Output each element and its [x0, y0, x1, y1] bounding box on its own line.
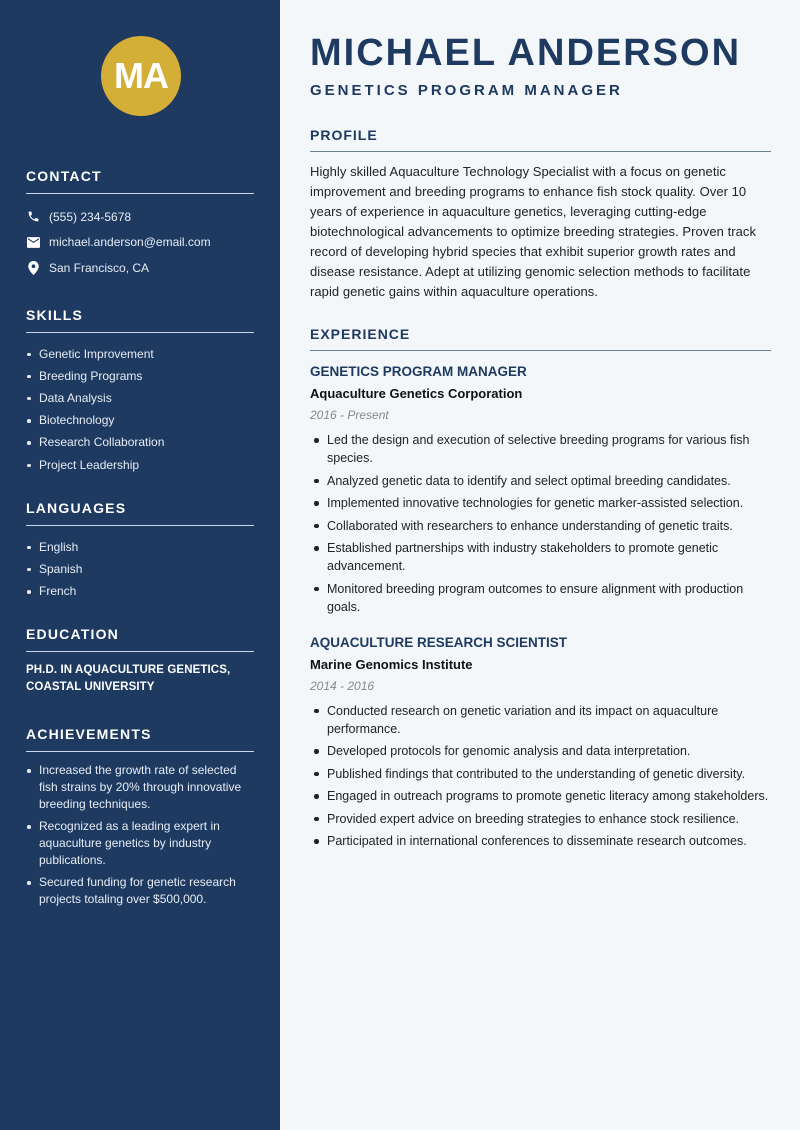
avatar: [101, 36, 181, 116]
languages-section: [26, 500, 254, 603]
job-bullet: Monitored breeding program outcomes to ensure alignment with production goals.: [310, 580, 771, 616]
contact-location: [26, 255, 254, 281]
language-item: French: [26, 580, 254, 602]
job-bullet: Provided expert advice on breeding strategies to enhance stock resilience.: [310, 810, 771, 828]
job-entry: [310, 632, 771, 851]
job-bullet: Led the design and execution of selective breeding programs for various fish species.: [310, 431, 771, 467]
job-role: AQUACULTURE RESEARCH SCIENTIST: [310, 634, 568, 650]
profile-section: [310, 127, 771, 302]
experience-heading: EXPERIENCE: [310, 326, 771, 351]
candidate-name: MICHAEL ANDERSON: [310, 32, 742, 74]
sidebar: [0, 0, 280, 1130]
contact-phone: [26, 204, 254, 230]
achievement-item: Increased the growth rate of selected fish strains by 20% through innovative breeding techniques.: [26, 762, 254, 813]
languages-heading: LANGUAGES: [26, 500, 254, 526]
job-bullet: Developed protocols for genomic analysis and data interpretation.: [310, 742, 771, 760]
job-bullet: Analyzed genetic data to identify and select optimal breeding candidates.: [310, 472, 771, 490]
education-heading: EDUCATION: [26, 626, 254, 652]
job-entry: [310, 361, 771, 616]
skill-item: Biotechnology: [26, 409, 254, 431]
job-bullet: Collaborated with researchers to enhance understanding of genetic traits.: [310, 517, 771, 535]
contact-email: [26, 230, 254, 256]
job-role: GENETICS PROGRAM MANAGER: [310, 364, 527, 379]
skills-list: [26, 343, 254, 476]
language-item: English: [26, 536, 254, 558]
skill-item: Project Leadership: [26, 454, 254, 476]
skill-item: Genetic Improvement: [26, 343, 254, 365]
contact-heading: CONTACT: [26, 168, 254, 194]
location-text: San Francisco, CA: [49, 260, 150, 275]
phone-icon: [26, 210, 40, 224]
job-bullet: Established partnerships with industry stakeholders to promote genetic advancement.: [310, 539, 771, 575]
skill-item: Breeding Programs: [26, 365, 254, 387]
job-bullet: Engaged in outreach programs to promote genetic literacy among stakeholders.: [310, 787, 771, 805]
profile-summary: Highly skilled Aquaculture Technology Specialist with a focus on genetic improvement and breeding programs to enhance fish stock quality. Over 10 years of experience in aquaculture genetics, leveraging cutting-edge biotechnological advancements to optimize breeding strategies. Proven track record of developing hybrid species that exhibit superior growth rates and disease resistance. Adept at utilizing genomic selection methods to facilitate rapid genetic gains within aquaculture operations.: [310, 164, 756, 299]
skill-item: Data Analysis: [26, 387, 254, 409]
languages-list: [26, 536, 254, 603]
candidate-title: GENETICS PROGRAM MANAGER: [310, 82, 623, 99]
job-bullet: Conducted research on genetic variation and its impact on aquaculture performance.: [310, 702, 771, 738]
experience-section: [310, 326, 771, 850]
skills-heading: SKILLS: [26, 307, 254, 333]
avatar-initials: MA: [114, 55, 168, 96]
job-bullet: Implemented innovative technologies for genetic marker-assisted selection.: [310, 494, 771, 512]
job-bullet: Published findings that contributed to the understanding of genetic diversity.: [310, 765, 771, 783]
achievements-list: [26, 762, 254, 908]
education-degree: PH.D. IN AQUACULTURE GENETICS, COASTAL UNIVERSITY: [26, 664, 231, 694]
email-icon: [26, 235, 40, 249]
main-content: [310, 28, 771, 855]
phone-text: (555) 234-5678: [49, 209, 132, 224]
job-bullets: [310, 431, 771, 616]
contact-section: [26, 168, 254, 281]
location-pin-icon: [26, 261, 40, 275]
language-item: Spanish: [26, 558, 254, 580]
job-dates: 2016 - Present: [310, 408, 389, 422]
achievements-section: [26, 726, 254, 908]
skill-item: Research Collaboration: [26, 431, 254, 453]
email-text: michael.anderson@email.com: [49, 235, 211, 250]
job-bullets: [310, 702, 771, 851]
job-bullet: Participated in international conferences to disseminate research outcomes.: [310, 832, 771, 850]
achievement-item: Recognized as a leading expert in aquaculture genetics by industry publications.: [26, 818, 254, 869]
job-dates: 2014 - 2016: [310, 678, 375, 693]
achievement-item: Secured funding for genetic research projects totaling over $500,000.: [26, 874, 254, 908]
profile-heading: PROFILE: [310, 127, 771, 152]
education-section: [26, 626, 254, 696]
skills-section: [26, 307, 254, 476]
job-company: Marine Genomics Institute: [310, 656, 473, 672]
job-company: Aquaculture Genetics Corporation: [310, 386, 523, 401]
achievements-heading: ACHIEVEMENTS: [26, 726, 254, 752]
